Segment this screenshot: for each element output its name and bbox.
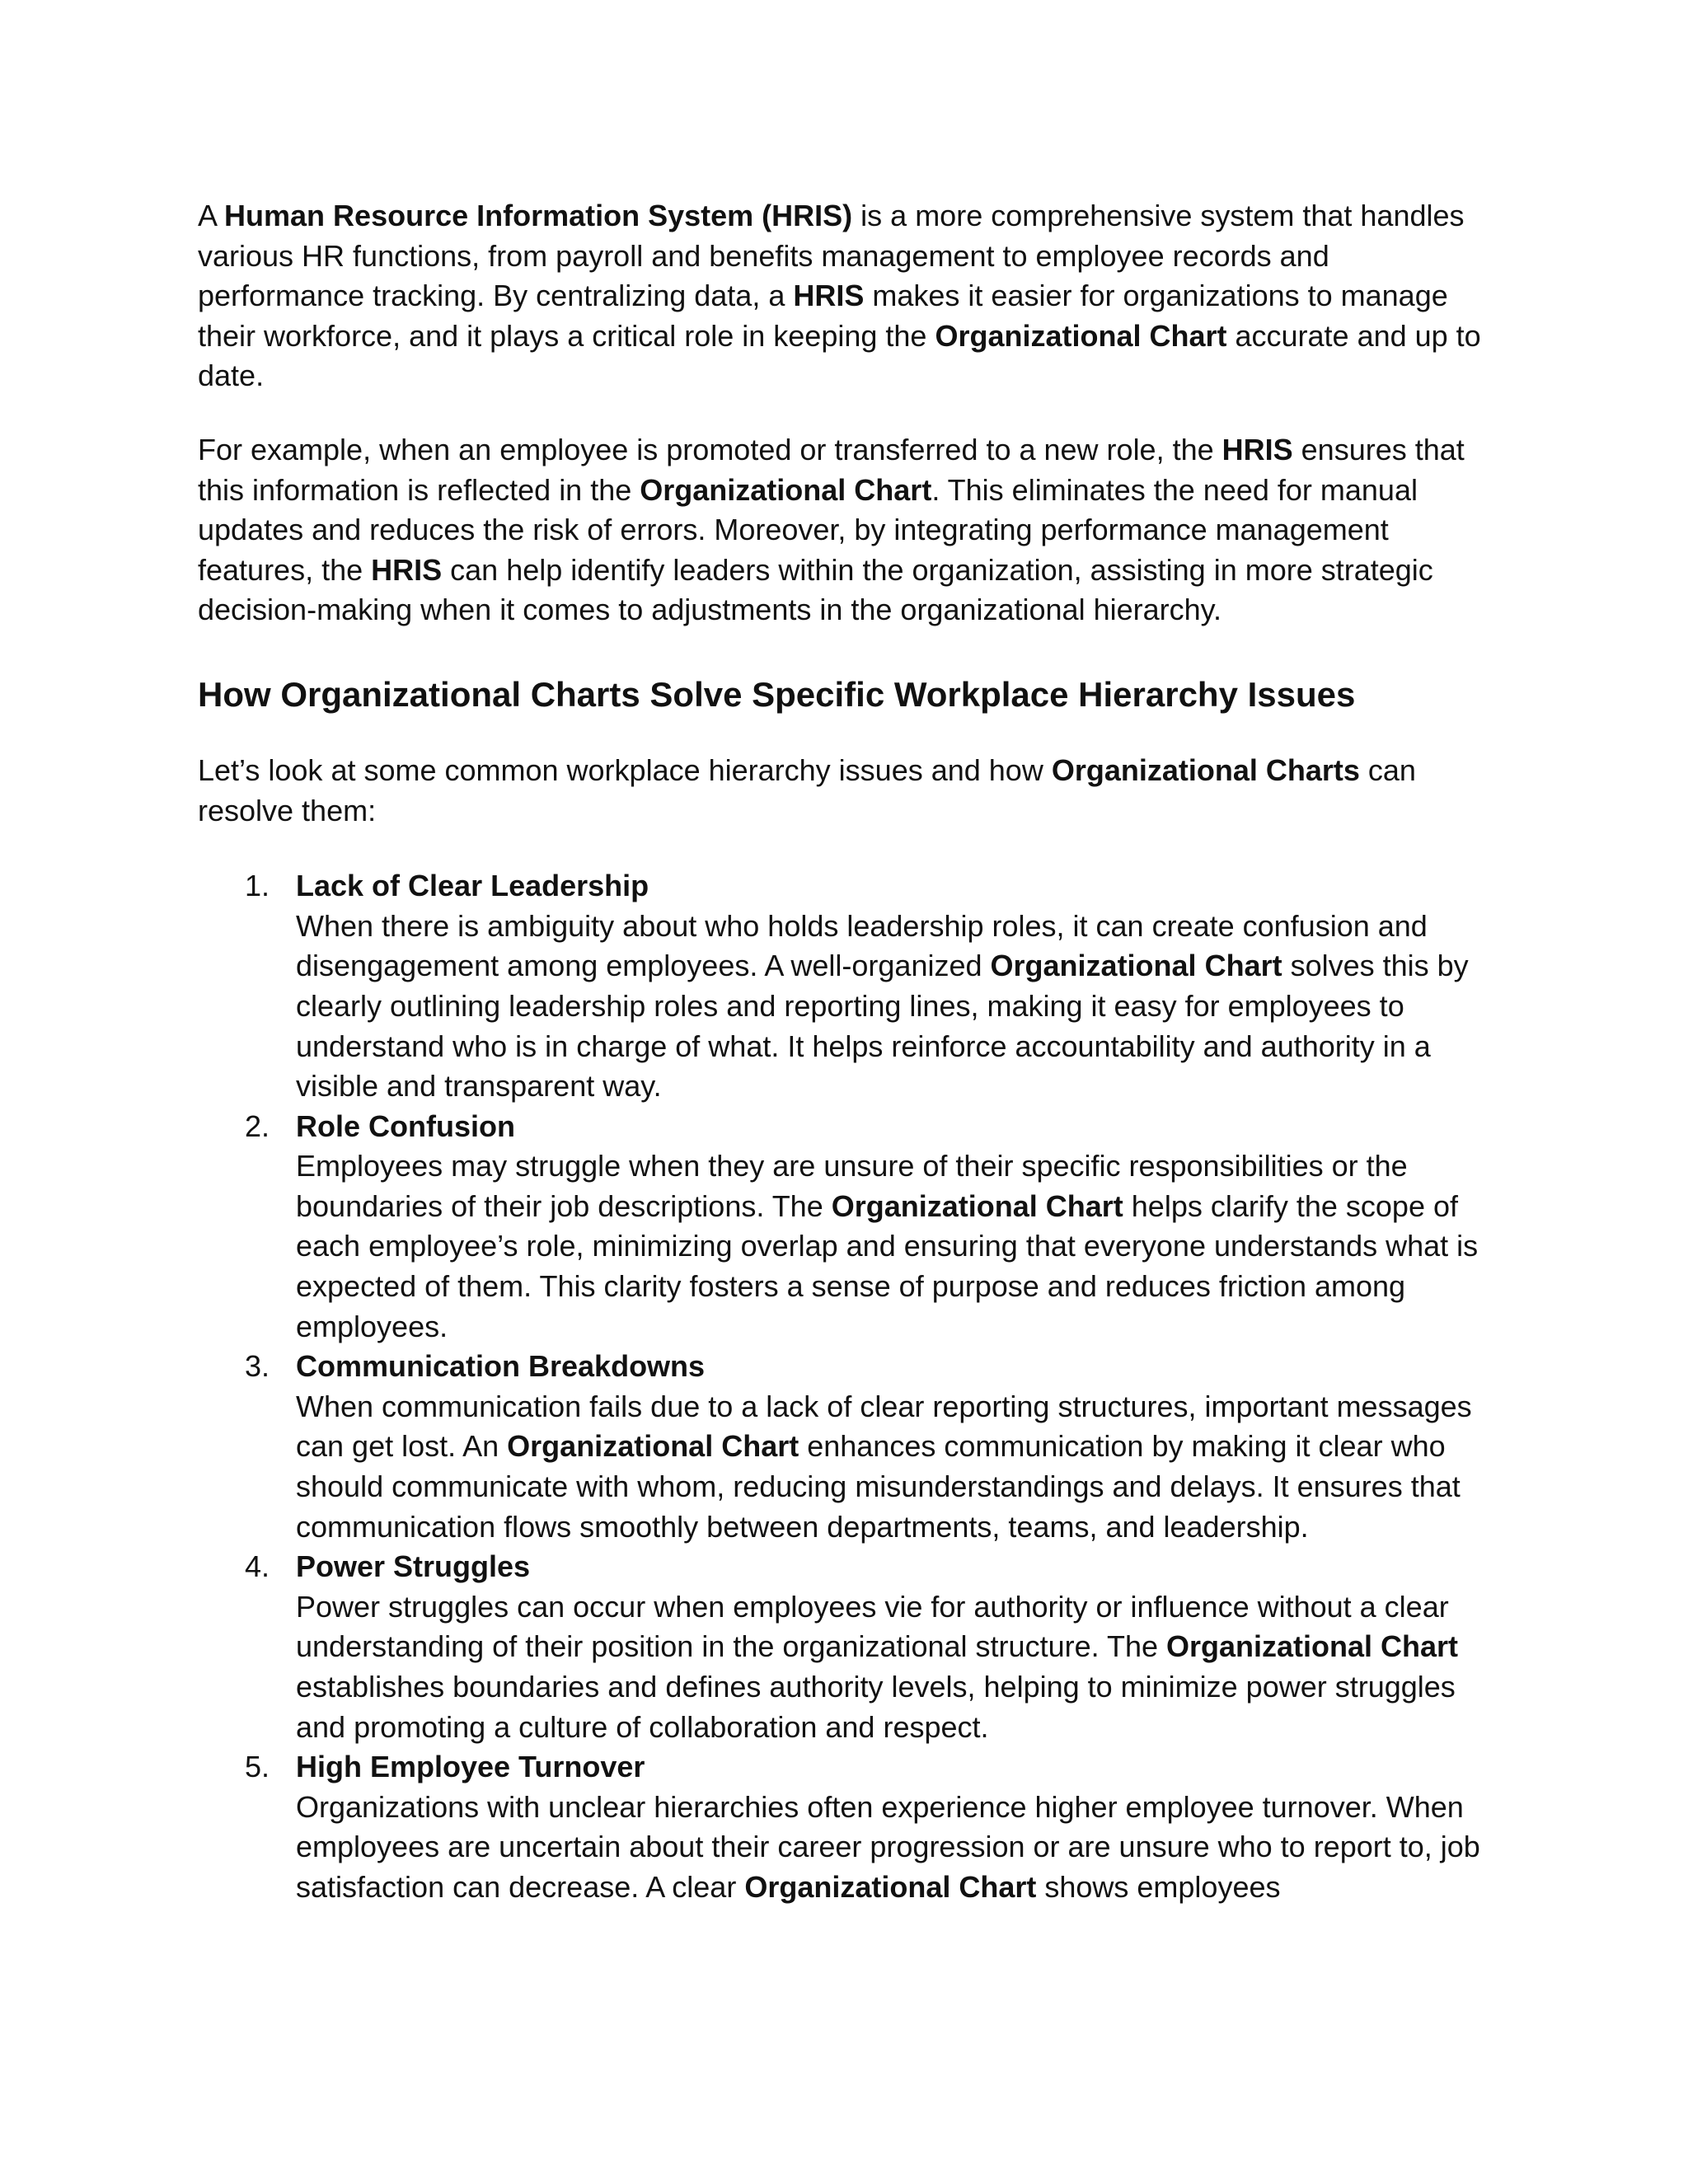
list-item-body: Organizations with unclear hierarchies often experience higher employee turnover. When employees are uncertain about their career progression or are unsure who to report to, job satisfaction can decrease. A clear Organizational Chart shows employees <box>296 1789 1480 1904</box>
list-number: 1. <box>245 869 270 903</box>
bold-term: Organizational Chart <box>990 949 1282 983</box>
bold-term: HRIS <box>793 279 865 313</box>
list-number: 4. <box>245 1549 270 1584</box>
bold-term: Organizational Chart <box>935 318 1227 353</box>
list-item <box>198 1747 1500 1907</box>
list-item <box>198 1547 1500 1747</box>
bold-term: Organizational Chart <box>640 472 932 507</box>
issues-list <box>198 866 1500 1907</box>
list-item-title: Role Confusion <box>296 1108 515 1143</box>
document-page <box>198 196 1500 1908</box>
bold-term: Organizational Chart <box>507 1429 799 1464</box>
list-number: 2. <box>245 1108 270 1143</box>
bold-term: Organizational Chart <box>744 1869 1037 1904</box>
list-item-title: High Employee Turnover <box>296 1750 645 1784</box>
list-item-body: When there is ambiguity about who holds leadership roles, it can create confusion and disengagement among employees. A well-organized Organizational Chart solves this by clearly outlining leadership roles and reporting lines, making it easy for employees to understand who is in charge of what. It helps reinforce accountability and authority in a visible and transparent way. <box>296 908 1469 1104</box>
list-item-title: Power Struggles <box>296 1549 531 1584</box>
paragraph-hris-intro: A Human Resource Information System (HRIS) is a more comprehensive system that handles various HR functions, from payroll and benefits management to employee records and performance tracking. By centralizing data, a HRIS makes it easier for organizations to manage their workforce, and it plays a critical role in keeping the Organizational Chart accurate and up to date. <box>198 199 1481 393</box>
bold-term: HRIS <box>1221 432 1293 466</box>
list-item <box>198 1347 1500 1547</box>
list-item-body: When communication fails due to a lack of clear reporting structures, important messages can get lost. An Organizational Chart enhances communication by making it clear who should communicate with whom, reducing misunderstandings and delays. It ensures that communication flows smoothly between departments, teams, and leadership. <box>296 1389 1472 1544</box>
bold-term: Human Resource Information System (HRIS) <box>224 199 853 232</box>
paragraph-issues-intro: Let’s look at some common workplace hierarchy issues and how Organizational Charts can resolve them: <box>198 752 1416 827</box>
bold-term: Organizational Chart <box>1166 1629 1459 1664</box>
list-item-title: Communication Breakdowns <box>296 1349 706 1384</box>
list-item-body: Employees may struggle when they are unsure of their specific responsibilities or the boundaries of their job descriptions. The Organizational Chart helps clarify the scope of each employee’s role, minimizing overlap and ensuring that everyone understands what is expected of them. This clarity fosters a sense of purpose and reduces friction among employees. <box>296 1149 1479 1343</box>
list-item-body: Power struggles can occur when employees vie for authority or influence without a clear understanding of their position in the organizational structure. The Organizational Chart establishes boundaries and defines authority levels, helping to minimize power struggles and promoting a culture of collaboration and respect. <box>296 1589 1459 1744</box>
bold-term: Organizational Charts <box>1051 752 1360 787</box>
bold-term: Organizational Chart <box>831 1188 1123 1223</box>
section-heading: How Organizational Charts Solve Specific Workplace Hierarchy Issues <box>198 674 1356 714</box>
list-item-title: Lack of Clear Leadership <box>296 869 649 903</box>
list-number: 5. <box>245 1750 270 1784</box>
paragraph-hris-example: For example, when an employee is promoted or transferred to a new role, the HRIS ensures that this information is reflected in the Organizational Chart. This eliminates the need for manual updates and reduces the risk of errors. Moreover, by integrating performance management features, the HRIS can help identify leaders within the organization, assisting in more strategic decision-making when it comes to adjustments in the organizational hierarchy. <box>198 432 1465 627</box>
list-number: 3. <box>245 1349 270 1384</box>
bold-term: HRIS <box>371 552 443 587</box>
list-item <box>198 1107 1500 1347</box>
list-item <box>198 866 1500 1107</box>
